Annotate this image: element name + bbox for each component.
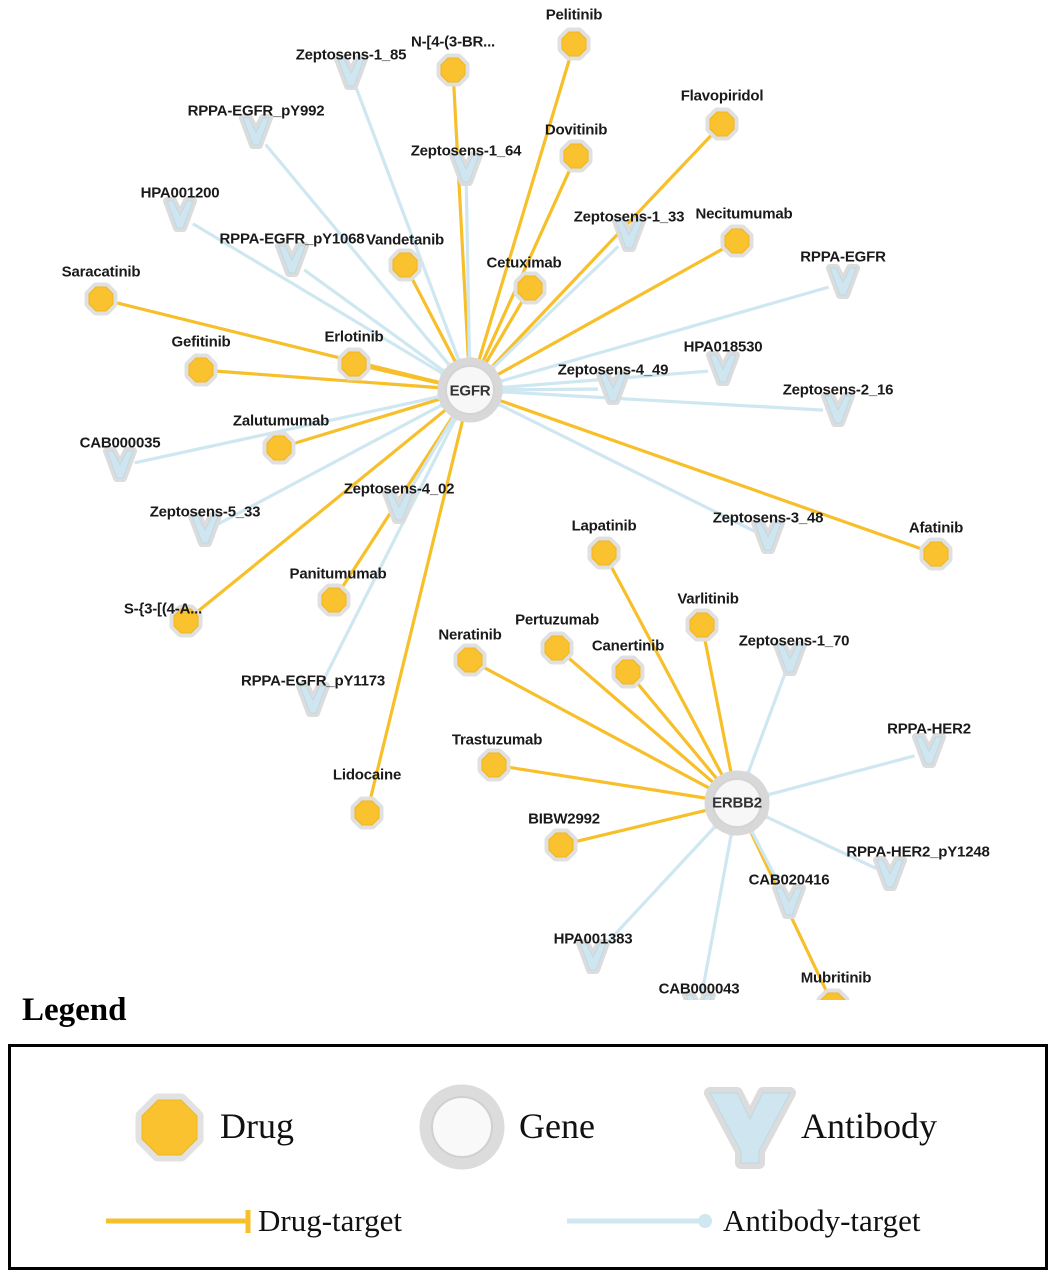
- drug-node[interactable]: [564, 144, 588, 168]
- drug-node-label: Panitumumab: [289, 565, 387, 583]
- legend-label-gene: Gene: [519, 1106, 595, 1146]
- drug-node-label: Zalutumumab: [232, 412, 330, 430]
- antibody-node-label: RPPA-EGFR_pY1068: [219, 230, 365, 248]
- legend-antibody-target-edge: [567, 1214, 712, 1228]
- antibody-node-label: Zeptosens-5_33: [149, 503, 261, 521]
- drug-node-label: Lidocaine: [332, 766, 402, 784]
- drug-target-edge: [638, 684, 718, 780]
- gene-node-label: ERBB2: [712, 794, 762, 812]
- antibody-target-edge: [747, 674, 784, 775]
- antibody-node-label: RPPA-HER2: [887, 720, 971, 738]
- drug-node-label: Lapatinib: [571, 517, 637, 535]
- drug-node[interactable]: [562, 32, 586, 56]
- antibody-target-edge: [702, 833, 732, 996]
- drug-node-label: Saracatinib: [61, 263, 141, 281]
- drug-node[interactable]: [924, 542, 948, 566]
- legend-gene-icon: [426, 1091, 498, 1163]
- edge-layer: [116, 58, 922, 995]
- legend-antibody-icon: [710, 1093, 790, 1163]
- antibody-node-label: CAB000035: [79, 434, 161, 452]
- antibody-node-label: Zeptosens-1_85: [295, 46, 407, 64]
- drug-node-label: Trastuzumab: [451, 731, 543, 749]
- drug-node-label: Erlotinib: [324, 328, 384, 346]
- drug-node[interactable]: [710, 112, 734, 136]
- drug-node-label: Pelitinib: [545, 6, 603, 24]
- antibody-node-label: Zeptosens-1_70: [738, 632, 850, 650]
- drug-node-label: BIBW2992: [528, 810, 600, 828]
- drug-node-label: Pertuzumab: [515, 611, 599, 629]
- drug-node-label: Mubritinib: [800, 969, 872, 987]
- antibody-node-label: RPPA-EGFR_pY1173: [240, 672, 386, 690]
- drug-node[interactable]: [545, 636, 569, 660]
- drug-node-label: Flavopiridol: [680, 87, 764, 105]
- drug-node-label: Necitumumab: [695, 205, 793, 223]
- drug-node[interactable]: [690, 613, 714, 637]
- legend-label-antibody-target: Antibody-target: [723, 1203, 921, 1238]
- drug-target-edge: [498, 400, 922, 549]
- drug-node[interactable]: [725, 229, 749, 253]
- antibody-target-edge: [500, 392, 823, 410]
- antibody-target-edge: [766, 756, 915, 795]
- legend-label-antibody: Antibody: [801, 1106, 938, 1146]
- drug-node-label: Dovitinib: [544, 121, 608, 139]
- antibody-node-label: CAB020416: [748, 871, 830, 889]
- drug-node[interactable]: [189, 358, 213, 382]
- antibody-node-label: RPPA-EGFR_pY992: [187, 102, 325, 120]
- antibody-node-label: HPA001200: [140, 184, 220, 202]
- antibody-node-label: RPPA-HER2_pY1248: [846, 843, 990, 861]
- antibody-node-label: Zeptosens-2_16: [782, 381, 894, 399]
- drug-target-edge: [491, 135, 712, 368]
- antibody-target-edge: [304, 270, 446, 373]
- antibody-node-label: RPPA-EGFR: [800, 248, 886, 266]
- drug-target-edge: [369, 367, 441, 383]
- antibody-node-label: CAB000043: [658, 980, 740, 998]
- antibody-node-label: HPA001383: [553, 930, 633, 948]
- antibody-target-edge: [500, 389, 598, 390]
- drug-node[interactable]: [322, 588, 346, 612]
- gene-node-label: EGFR: [449, 382, 491, 400]
- legend-drug-target-edge: [106, 1210, 249, 1233]
- drug-node[interactable]: [441, 58, 465, 82]
- drug-node-label: Cetuximab: [486, 254, 562, 272]
- drug-node-label: N-[4-(3-BR...: [410, 33, 496, 51]
- legend-title: Legend: [22, 992, 127, 1028]
- drug-node-label: Neratinib: [438, 626, 502, 644]
- antibody-node-label: Zeptosens-1_33: [573, 208, 685, 226]
- antibody-target-edge: [356, 88, 459, 362]
- drug-node-label: S-{3-[(4-A...: [123, 600, 203, 618]
- drug-node[interactable]: [393, 253, 417, 277]
- drug-node-label: Gefitinib: [171, 333, 231, 351]
- drug-node[interactable]: [267, 436, 291, 460]
- drug-node[interactable]: [518, 276, 542, 300]
- antibody-node-label: Zeptosens-4_02: [343, 480, 455, 498]
- antibody-node-label: Zeptosens-3_48: [712, 509, 824, 527]
- legend-label-drug-target: Drug-target: [258, 1203, 403, 1238]
- drug-target-edge: [479, 58, 570, 361]
- drug-node[interactable]: [458, 648, 482, 672]
- drug-node[interactable]: [355, 801, 379, 825]
- legend-label-drug: Drug: [220, 1106, 294, 1146]
- drug-node[interactable]: [549, 833, 573, 857]
- legend-drug-icon: [142, 1100, 197, 1155]
- drug-node[interactable]: [342, 352, 366, 376]
- drug-node[interactable]: [616, 660, 640, 684]
- drug-target-edge: [705, 640, 731, 774]
- antibody-target-edge: [603, 825, 716, 947]
- drug-node[interactable]: [89, 287, 113, 311]
- antibody-node-label: Zeptosens-4_49: [557, 361, 669, 379]
- antibody-node-label: Zeptosens-1_64: [410, 142, 522, 160]
- legend-box: [8, 1044, 1048, 1270]
- drug-node-label: Afatinib: [908, 519, 964, 537]
- antibody-target-edge: [764, 816, 876, 869]
- drug-node-label: Canertinib: [591, 637, 665, 655]
- drug-node[interactable]: [482, 753, 506, 777]
- drug-node-label: Varlitinib: [677, 590, 739, 608]
- drug-node[interactable]: [592, 541, 616, 565]
- drug-node-label: Vandetanib: [365, 231, 445, 249]
- antibody-node-label: HPA018530: [683, 338, 763, 356]
